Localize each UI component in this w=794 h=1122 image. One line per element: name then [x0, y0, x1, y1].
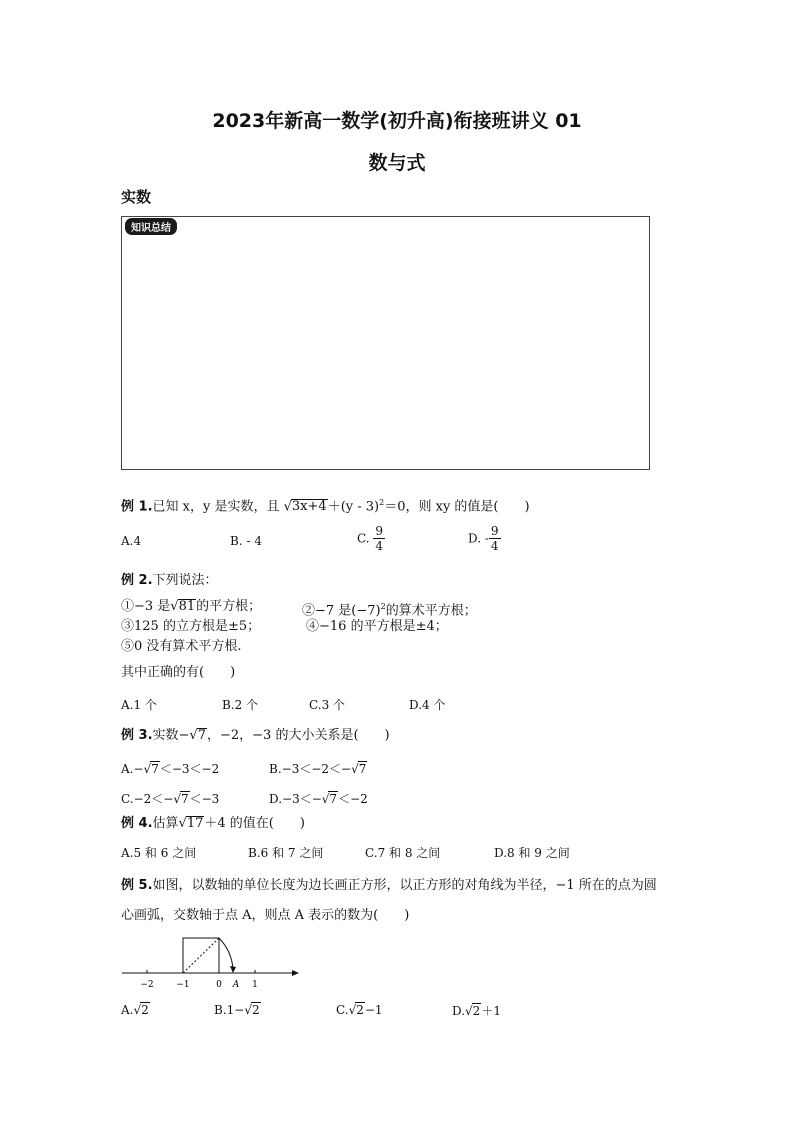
sqrt-sign: √ — [178, 816, 187, 831]
sqrt-sign: √ — [321, 792, 330, 806]
arc-arrow-icon — [230, 966, 236, 973]
question-4-stem-b: ＋4 的值在( ) — [204, 816, 305, 831]
question-3 — [121, 727, 390, 745]
question-5-option-c — [336, 1002, 383, 1017]
tick-label: −2 — [140, 980, 154, 990]
question-3-label: 例 3. — [121, 728, 153, 743]
question-1-stem-b: ＋(y - 3) — [327, 499, 380, 515]
fraction-numerator: 9 — [375, 524, 384, 538]
option-c-text: C. — [336, 1003, 349, 1017]
sqrt-sign: √ — [143, 762, 152, 776]
option-d-radicand: 2 — [472, 1004, 481, 1018]
sqrt-sign: √ — [170, 599, 179, 614]
option-a-text-b: ＜−3＜−2 — [159, 762, 220, 776]
question-4-option-c: C.7 和 8 之间 — [365, 846, 441, 860]
option-d-text: D.−3＜− — [269, 792, 322, 806]
option-d-radicand: 7 — [329, 792, 338, 806]
question-3-stem-a: 实数− — [152, 728, 190, 743]
question-3-option-b — [269, 760, 367, 777]
sqrt-sign: √ — [133, 1003, 142, 1017]
option-b-text: B.1− — [214, 1003, 245, 1017]
question-5-option-b — [214, 1002, 261, 1017]
question-4-label: 例 4. — [121, 816, 153, 831]
statement-1-radicand: 81 — [178, 599, 196, 614]
option-c-radicand: 2 — [356, 1003, 364, 1017]
sqrt-sign: √ — [244, 1003, 252, 1017]
sqrt-sign: √ — [465, 1004, 473, 1018]
question-2-option-c: C.3 个 — [309, 698, 346, 712]
sqrt-sign: √ — [173, 792, 181, 806]
fraction — [373, 524, 385, 553]
tick-label: −1 — [176, 980, 190, 990]
option-b-radicand: 2 — [251, 1003, 260, 1017]
question-2-option-d: D.4 个 — [409, 698, 446, 712]
option-c-text: C.−2＜− — [121, 792, 174, 806]
option-c-prefix: C. — [357, 531, 370, 546]
question-1-option-a: A.4 — [121, 534, 142, 548]
question-5-option-a — [121, 1002, 150, 1017]
page-subtitle: 数与式 — [368, 152, 426, 174]
tick-label: 0 — [216, 980, 222, 990]
question-4-option-b: B.6 和 7 之间 — [248, 846, 324, 860]
option-d-text: D. — [452, 1004, 466, 1018]
question-1-exponent: 2 — [379, 498, 385, 507]
statement-2-b: 的算术平方根； — [385, 603, 477, 619]
question-5-label: 例 5. — [121, 878, 153, 893]
question-5-line-1: 如图，以数轴的单位长度为边长画正方形，以正方形的对角线为半径，−1 所在的点为圆 — [152, 878, 657, 893]
square-diagonal — [183, 938, 219, 973]
option-a-radicand: 2 — [141, 1003, 149, 1017]
statement-2 — [302, 598, 477, 620]
question-3-option-a — [121, 760, 219, 777]
question-3-option-d — [269, 790, 368, 807]
section-title: 实数 — [121, 188, 152, 206]
question-4-option-d: D.8 和 9 之间 — [494, 846, 570, 860]
statement-1 — [121, 598, 261, 616]
option-a-text: A.− — [121, 762, 144, 776]
statement-1-b: 的平方根； — [196, 599, 262, 614]
question-2 — [121, 572, 218, 590]
tick-label: 1 — [252, 980, 258, 990]
point-a-label: A — [232, 980, 240, 990]
question-4-radicand: 17 — [186, 816, 204, 831]
sqrt-sign: √ — [351, 762, 359, 776]
page-title: 2023年新高一数学(初升高)衔接班讲义 01 — [212, 110, 582, 132]
question-1-label: 例 1. — [121, 499, 153, 515]
question-1-option-c — [357, 524, 385, 553]
axis-arrow-icon — [292, 970, 299, 976]
question-3-stem-b: ，−2，−3 的大小关系是( ) — [207, 728, 390, 743]
knowledge-summary-box — [121, 216, 650, 470]
option-c-text-b: ＜−3 — [189, 792, 220, 806]
statement-1-a: ①−3 是 — [121, 599, 171, 614]
question-3-option-c — [121, 790, 219, 807]
question-4-stem-a: 估算 — [152, 816, 179, 831]
question-1-stem-c: ＝0，则 xy 的值是( ) — [384, 499, 530, 515]
statement-5: ⑤0 没有算术平方根. — [121, 639, 242, 654]
question-5-option-d — [452, 1002, 501, 1019]
option-a-radicand: 7 — [151, 762, 159, 776]
statement-4: ④−16 的平方根是±4； — [306, 619, 448, 634]
statement-2-a: ②−7 是(−7) — [302, 603, 381, 619]
question-2-option-a: A.1 个 — [121, 698, 157, 712]
number-line-figure — [118, 932, 303, 992]
option-a-text: A. — [121, 1003, 134, 1017]
fraction — [489, 524, 501, 553]
knowledge-summary-tag: 知识总结 — [125, 218, 177, 235]
option-b-radicand: 7 — [358, 762, 367, 776]
fraction-numerator: 9 — [490, 524, 499, 538]
question-2-label: 例 2. — [121, 573, 153, 588]
option-b-text: B.−3＜−2＜− — [269, 762, 352, 776]
question-2-option-b: B.2 个 — [222, 698, 259, 712]
option-c-text-b: −1 — [364, 1003, 383, 1017]
question-1-option-b: B. - 4 — [230, 534, 262, 548]
arc — [219, 938, 233, 969]
question-1-option-d — [468, 524, 501, 553]
question-1 — [121, 494, 530, 516]
sqrt-sign: √ — [189, 728, 198, 743]
question-3-radicand: 7 — [197, 728, 206, 743]
option-d-prefix: D. - — [468, 531, 489, 546]
sqrt-sign: √ — [348, 1003, 357, 1017]
option-d-text-b: ＜−2 — [338, 792, 368, 806]
fraction-denominator: 4 — [490, 539, 499, 553]
question-1-stem-a: 已知 x，y 是实数，且 — [152, 499, 280, 515]
question-5 — [121, 877, 657, 895]
question-1-radicand: 3x+4 — [291, 499, 327, 515]
question-2-stem: 下列说法： — [152, 573, 218, 588]
sqrt-sign: √ — [283, 499, 292, 515]
question-2-ask: 其中正确的有( ) — [121, 665, 236, 680]
question-4 — [121, 815, 305, 833]
question-4-option-a: A.5 和 6 之间 — [121, 846, 197, 860]
statement-2-exponent: 2 — [380, 602, 386, 611]
option-c-radicand: 7 — [180, 792, 189, 806]
question-5-line-2: 心画弧，交数轴于点 A，则点 A 表示的数为( ) — [121, 908, 410, 923]
statement-3: ③125 的立方根是±5； — [121, 619, 261, 634]
fraction-denominator: 4 — [375, 539, 384, 553]
option-d-text-b: ＋1 — [481, 1004, 501, 1018]
